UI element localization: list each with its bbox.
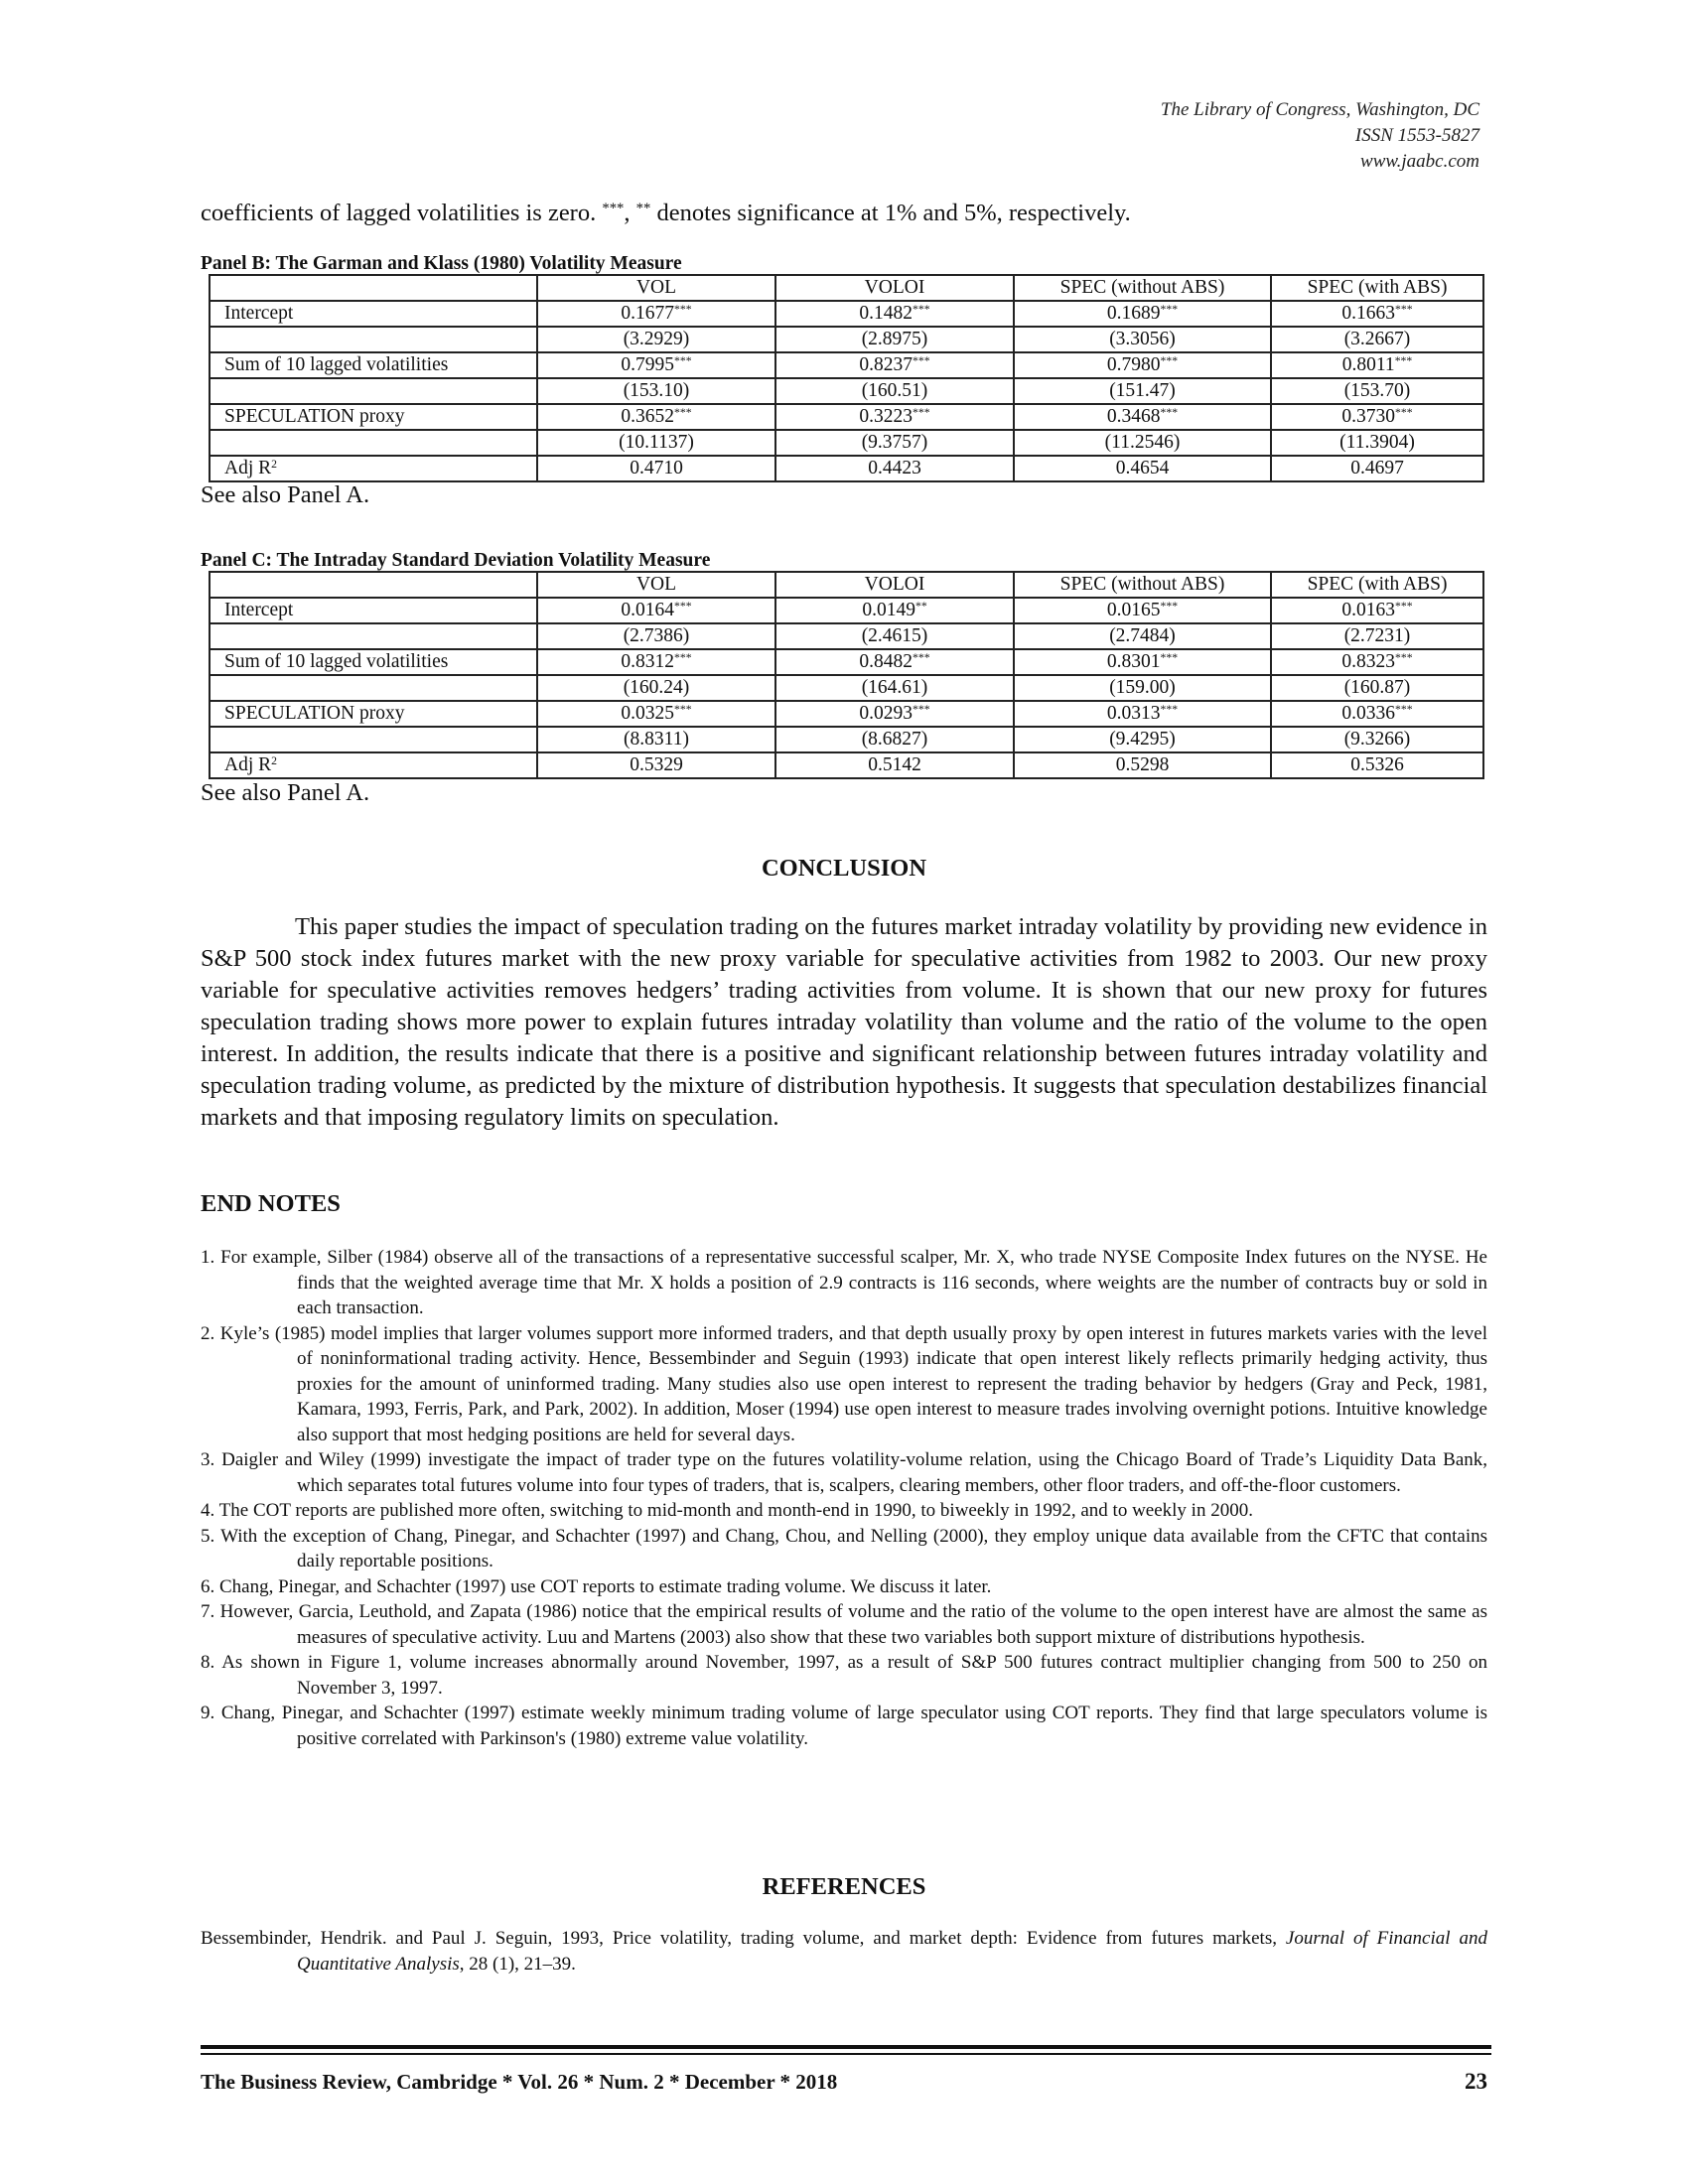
table-cell: 0.8312*** — [537, 649, 775, 675]
row-label: SPECULATION proxy — [210, 701, 537, 727]
column-header — [210, 572, 537, 598]
table-row — [210, 327, 1483, 352]
conclusion-heading: CONCLUSION — [761, 855, 927, 882]
table-cell: (160.87) — [1271, 675, 1483, 701]
table-cell: (3.3056) — [1014, 327, 1271, 352]
row-label — [210, 378, 537, 404]
significance-marker: *** — [674, 702, 692, 716]
table-cell: 0.8482*** — [775, 649, 1014, 675]
column-header: SPEC (with ABS) — [1271, 572, 1483, 598]
endnote-item: 1. For example, Silber (1984) observe all of the transactions of a representative successful scalper, Mr. X, who trade NYSE Composite Index futures on the NYSE. He finds that the weighted average time that Mr. X holds a position of 2.9 contracts is 116 seconds, where weights are the number of contracts buy or sold in each transaction. — [201, 1247, 1487, 1318]
row-label: Sum of 10 lagged volatilities — [210, 649, 537, 675]
significance-marker: *** — [1160, 302, 1179, 316]
significance-marker: *** — [1395, 405, 1413, 419]
carryover-sentence — [201, 199, 1487, 228]
row-label — [210, 430, 537, 456]
table-cell: 0.4423 — [775, 456, 1014, 481]
endnote-item: 9. Chang, Pinegar, and Schachter (1997) estimate weekly minimum trading volume of large speculator using COT reports. They find that large speculators volume is positive correlated with Parkinson's (1980) extreme value volatility. — [201, 1703, 1487, 1749]
table-cell: (3.2667) — [1271, 327, 1483, 352]
table-cell: 0.3468*** — [1014, 404, 1271, 430]
significance-marker: *** — [674, 405, 692, 419]
column-header: SPEC (without ABS) — [1014, 572, 1271, 598]
carryover-comma: , — [624, 200, 636, 226]
row-label — [210, 623, 537, 649]
table-row — [210, 378, 1483, 404]
table-row — [210, 456, 1483, 481]
row-label: Adj $R^2$ — [210, 752, 537, 778]
table-row — [210, 752, 1483, 778]
table-cell: 0.0313*** — [1014, 701, 1271, 727]
panel-b-note: See also Panel A. — [201, 481, 370, 508]
row-label: SPECULATION proxy — [210, 404, 537, 430]
table-cell: 0.8323*** — [1271, 649, 1483, 675]
page-footer — [201, 2067, 1487, 2097]
table-cell: 0.1689*** — [1014, 301, 1271, 327]
significance-marker: *** — [1394, 353, 1413, 367]
journal-citation: The Business Review, Cambridge * Vol. 26 * Num. 2 * December * 2018 — [201, 2070, 838, 2094]
significance-marker: *** — [913, 302, 930, 316]
significance-marker: *** — [913, 405, 930, 419]
table-cell: (2.7484) — [1014, 623, 1271, 649]
significance-marker: *** — [913, 353, 930, 367]
column-header: VOL — [537, 275, 775, 301]
table-cell: 0.1677*** — [537, 301, 775, 327]
table-cell: 0.0149** — [775, 598, 1014, 623]
conclusion-paragraph: This paper studies the impact of speculation trading on the futures market intraday volatility by providing new evidence in S&P 500 stock index futures market with the new proxy variable for speculative activities from 1982 to 2003. Our new proxy variable for speculative activities removes hedgers’ trading activities from volume. It is shown that our new proxy for futures speculation trading shows more power to explain futures intraday volatility than volume and the ratio of the volume to the open interest. In addition, the results indicate that there is a positive and significant relationship between futures intraday volatility and speculation trading volume, as predicted by the mixture of distribution hypothesis. It suggests that speculation destabilizes financial markets and that imposing regulatory limits on speculation. — [201, 913, 1487, 1131]
panel-c-table — [209, 571, 1484, 779]
significance-marker: *** — [1160, 599, 1179, 613]
table-row — [210, 701, 1483, 727]
significance-marker: *** — [1160, 650, 1179, 664]
table-cell: (11.2546) — [1014, 430, 1271, 456]
references-heading: REFERENCES — [762, 1873, 926, 1900]
significance-marker: *** — [1160, 405, 1179, 419]
table-cell: 0.3652*** — [537, 404, 775, 430]
endnotes-list — [201, 1245, 1487, 1751]
footer-rule-thick — [201, 2045, 1491, 2049]
significance-marker: *** — [1395, 650, 1413, 664]
references-list — [201, 1926, 1487, 1977]
significance-marker: ** — [914, 599, 927, 613]
table-cell: (8.8311) — [537, 727, 775, 752]
panel-c-note: See also Panel A. — [201, 779, 370, 806]
column-header — [210, 275, 537, 301]
table-cell: 0.5298 — [1014, 752, 1271, 778]
table-cell: 0.0293*** — [775, 701, 1014, 727]
table-cell: (3.2929) — [537, 327, 775, 352]
significance-marker: *** — [1395, 702, 1413, 716]
significance-marker: *** — [1160, 702, 1179, 716]
table-row — [210, 352, 1483, 378]
table-cell: 0.0163*** — [1271, 598, 1483, 623]
significance-marker: *** — [913, 702, 930, 716]
panel-c-title: Panel C: The Intraday Standard Deviation Volatility Measure — [201, 550, 711, 571]
panel-b-title: Panel B: The Garman and Klass (1980) Volatility Measure — [201, 253, 682, 274]
endnote-item: 3. Daigler and Wiley (1999) investigate the impact of trader type on the futures volatility-volume relation, using the Chicago Board of Trade’s Liquidity Data Bank, which separates total futures volume into four types of traders, that is, scalpers, clearing members, other floor traders, and off-the-floor customers. — [201, 1449, 1487, 1496]
page-number: 23 — [1465, 2069, 1487, 2094]
column-header: SPEC (without ABS) — [1014, 275, 1271, 301]
table-cell: 0.5326 — [1271, 752, 1483, 778]
table-cell: (159.00) — [1014, 675, 1271, 701]
row-label: Adj $R^2$ — [210, 456, 537, 481]
endnote-item: 7. However, Garcia, Leuthold, and Zapata (1986) notice that the empirical results of volume and the ratio of the volume to the open interest have are almost the same as measures of speculative activity. Luu and Martens (2003) also show that these two variables both support mixture of distributions hypothesis. — [201, 1601, 1487, 1648]
carryover-text: coefficients of lagged volatilities is zero. — [201, 200, 603, 226]
significance-marker: *** — [1395, 302, 1413, 316]
table-row — [210, 430, 1483, 456]
footer-rule-thin — [201, 2053, 1491, 2055]
table-row — [210, 727, 1483, 752]
header-publisher: The Library of Congress, Washington, DC — [1160, 99, 1479, 120]
table-cell: (10.1137) — [537, 430, 775, 456]
header-website: www.jaabc.com — [1360, 151, 1479, 172]
table-cell: 0.0164*** — [537, 598, 775, 623]
table-cell: 0.7980*** — [1014, 352, 1271, 378]
table-cell: 0.3223*** — [775, 404, 1014, 430]
table-cell: 0.7995*** — [537, 352, 775, 378]
significance-marker: *** — [674, 650, 692, 664]
carryover-text-end: denotes significance at 1% and 5%, respectively. — [650, 200, 1131, 226]
table-cell: 0.5329 — [537, 752, 775, 778]
endnote-item: 5. With the exception of Chang, Pinegar, and Schachter (1997) and Chang, Chou, and Nelling (2000), they employ unique data available from the CFTC that contains daily reportable positions. — [201, 1525, 1487, 1571]
significance-marker: ** — [635, 200, 651, 216]
significance-marker: *** — [674, 599, 692, 613]
table-header-row — [210, 275, 1483, 301]
endnote-item: 4. The COT reports are published more often, switching to mid-month and month-end in 1990, to biweekly in 1992, and to weekly in 2000. — [201, 1500, 1253, 1521]
table-row — [210, 649, 1483, 675]
table-cell: 0.0336*** — [1271, 701, 1483, 727]
table-cell: (2.7386) — [537, 623, 775, 649]
table-header-row — [210, 572, 1483, 598]
superscript: 2 — [271, 753, 277, 767]
significance-marker: *** — [674, 302, 692, 316]
significance-marker: *** — [602, 200, 625, 216]
table-cell: 0.1482*** — [775, 301, 1014, 327]
table-cell: (153.10) — [537, 378, 775, 404]
table-cell: 0.1663*** — [1271, 301, 1483, 327]
significance-marker: *** — [1160, 353, 1179, 367]
column-header: SPEC (with ABS) — [1271, 275, 1483, 301]
table-row — [210, 301, 1483, 327]
table-cell: (9.4295) — [1014, 727, 1271, 752]
table-row — [210, 623, 1483, 649]
table-cell: (2.8975) — [775, 327, 1014, 352]
table-cell: (9.3757) — [775, 430, 1014, 456]
superscript: 2 — [271, 457, 277, 471]
row-label — [210, 727, 537, 752]
table-cell: (9.3266) — [1271, 727, 1483, 752]
row-label — [210, 675, 537, 701]
table-cell: (11.3904) — [1271, 430, 1483, 456]
table-row — [210, 404, 1483, 430]
row-label: Sum of 10 lagged volatilities — [210, 352, 537, 378]
significance-marker: *** — [674, 353, 692, 367]
column-header: VOLOI — [775, 275, 1014, 301]
running-header — [1161, 97, 1479, 175]
table-cell: 0.4654 — [1014, 456, 1271, 481]
row-label: Intercept — [210, 598, 537, 623]
table-row — [210, 598, 1483, 623]
table-cell: (8.6827) — [775, 727, 1014, 752]
row-label: Intercept — [210, 301, 537, 327]
table-cell: (151.47) — [1014, 378, 1271, 404]
table-cell: (2.7231) — [1271, 623, 1483, 649]
table-cell: 0.0325*** — [537, 701, 775, 727]
endnote-item: 8. As shown in Figure 1, volume increases abnormally around November, 1997, as a result of S&P 500 futures contract multiplier changing from 500 to 250 on November 3, 1997. — [201, 1652, 1487, 1699]
row-label — [210, 327, 537, 352]
panel-b-table — [209, 274, 1484, 482]
reference-journal: Journal of Financial and Quantitative Analysis — [297, 1928, 1487, 1975]
endnote-item: 6. Chang, Pinegar, and Schachter (1997) use COT reports to estimate trading volume. We discuss it later. — [201, 1575, 992, 1597]
column-header: VOL — [537, 572, 775, 598]
table-cell: 0.4710 — [537, 456, 775, 481]
significance-marker: *** — [913, 650, 930, 664]
table-cell: 0.8011*** — [1271, 352, 1483, 378]
significance-marker: *** — [1395, 599, 1413, 613]
table-cell: 0.0165*** — [1014, 598, 1271, 623]
endnote-item: 2. Kyle’s (1985) model implies that larger volumes support more informed traders, and that depth usually proxy by open interest in futures markets varies with the level of noninformational trading activity. Hence, Bessembinder and Seguin (1993) indicate that open interest likely reflects primarily hedging activity, thus proxies for the amount of uninformed trading. Many studies also use open interest to represent the trading behavior by hedgers (Gray and Peck, 1981, Kamara, 1993, Ferris, Park, and Park, 2002). In addition, Moser (1994) use open interest to measure trades involving overnight potions. Intuitive knowledge also support that most hedging positions are held for several days. — [201, 1322, 1487, 1445]
reference-item: Bessembinder, Hendrik. and Paul J. Seguin, 1993, Price volatility, trading volume, and market depth: Evidence from futures markets, Journal of Financial and Quantitative Analysis, 28 (1), 21–39. — [201, 1928, 1487, 1975]
column-header: VOLOI — [775, 572, 1014, 598]
table-cell: 0.4697 — [1271, 456, 1483, 481]
table-cell: 0.5142 — [775, 752, 1014, 778]
table-cell: (2.4615) — [775, 623, 1014, 649]
table-cell: 0.8301*** — [1014, 649, 1271, 675]
header-issn: ISSN 1553-5827 — [1354, 125, 1479, 146]
table-row — [210, 675, 1483, 701]
table-cell: (153.70) — [1271, 378, 1483, 404]
table-cell: 0.8237*** — [775, 352, 1014, 378]
table-cell: (160.51) — [775, 378, 1014, 404]
table-cell: 0.3730*** — [1271, 404, 1483, 430]
endnotes-heading: END NOTES — [201, 1190, 341, 1217]
table-cell: (164.61) — [775, 675, 1014, 701]
table-cell: (160.24) — [537, 675, 775, 701]
